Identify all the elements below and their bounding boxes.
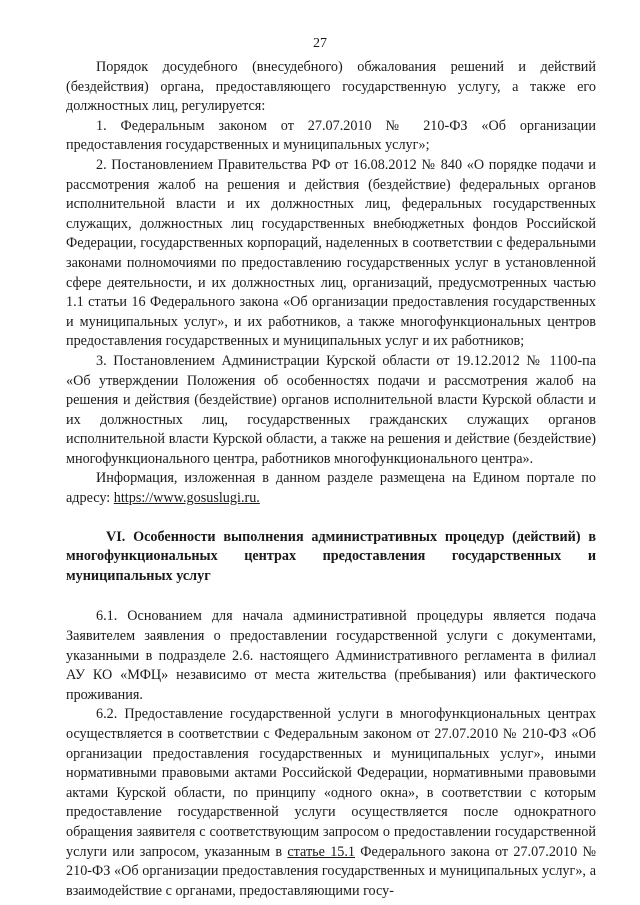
page-number: 27 — [313, 36, 327, 51]
info-paragraph — [66, 469, 596, 508]
paragraph-6-2-text-a: 6.2. Предоставление государственной услуги в многофункциональных центрах осуществляется в соответствии с Федеральным законом от 27.07.2010 № 210-ФЗ «Об организации предоставления государственных и муниципальных услуг», иными нормативными правовыми актами Российской Федерации, нормативными правовыми актами Курской области, по принципу «одного окна», в соответствии с которым предоставление государственной услуги осуществляется после однократного обращения заявителя с соответствующим запросом о предоставлении государственной услуги или запросом, указанным в — [66, 706, 596, 860]
section-title: VI. Особенности выполнения административных процедур (действий) в многофункциональных центрах предоставления государственных и муниципальных услуг — [66, 528, 596, 584]
document-body — [66, 58, 596, 901]
paragraph-6-2 — [66, 705, 596, 901]
intro-paragraph: Порядок досудебного (внесудебного) обжалования решений и действий (бездействия) органа, предоставляющего государственную услугу, а также его должностных лиц, регулируется: — [66, 59, 596, 115]
info-text: Информация, изложенная в данном разделе размещена на Едином портале по адресу: — [66, 470, 596, 507]
list-item-1: 1. Федеральным законом от 27.07.2010 № 210-ФЗ «Об организации предоставления государственных и муниципальных услуг»; — [66, 117, 596, 154]
paragraph-6-1: 6.1. Основанием для начала административной процедуры является подача Заявителем заявления о предоставлении государственной услуги с документами, указанными в подразделе 2.6. настоящего Административного регламента в филиал АУ КО «МФЦ» независимо от места жительства (пребывания) или фактического проживания. — [66, 608, 596, 703]
list-item-3: 3. Постановлением Администрации Курской области от 19.12.2012 № 1100-па «Об утверждении Положения об особенностях подачи и рассмотрения жалоб на решения и действия (бездействие) органов исполнительной власти Курской области и их должностных лиц, государственных гражданских служащих органов исполнительной власти Курской области, а также на решения и действие (бездействие) многофункционального центра, работников многофункционального центра». — [66, 352, 596, 467]
gosuslugi-link[interactable]: https://www.gosuslugi.ru. — [113, 490, 260, 507]
paragraph-6-2-text-b: Федерального закона от 27.07.2010 № 210-ФЗ «Об организации предоставления государственных и муниципальных услуг», а взаимодействие с органами, предоставляющими госу- — [66, 843, 596, 899]
article-15-1-link[interactable]: статье 15.1 — [287, 843, 356, 860]
list-item-2: 2. Постановлением Правительства РФ от 16.08.2012 № 840 «О порядке подачи и рассмотрения жалоб на решения и действия (бездействие) федеральных органов исполнительной власти и их должностных лиц, федеральных государственных служащих, должностных лиц государственных внебюджетных фондов Российской Федерации, государственных корпораций, наделенных в соответствии с федеральными законами полномочиями по предоставлению государственных услуг в установленной сфере деятельности, и их должностных лиц, организаций, предусмотренных частью 1.1 статьи 16 Федерального закона «Об организации предоставления государственных и муниципальных услуг», и их работников, а также многофункциональных центров предоставления государственных и муниципальных услуг и их работников; — [66, 156, 596, 350]
